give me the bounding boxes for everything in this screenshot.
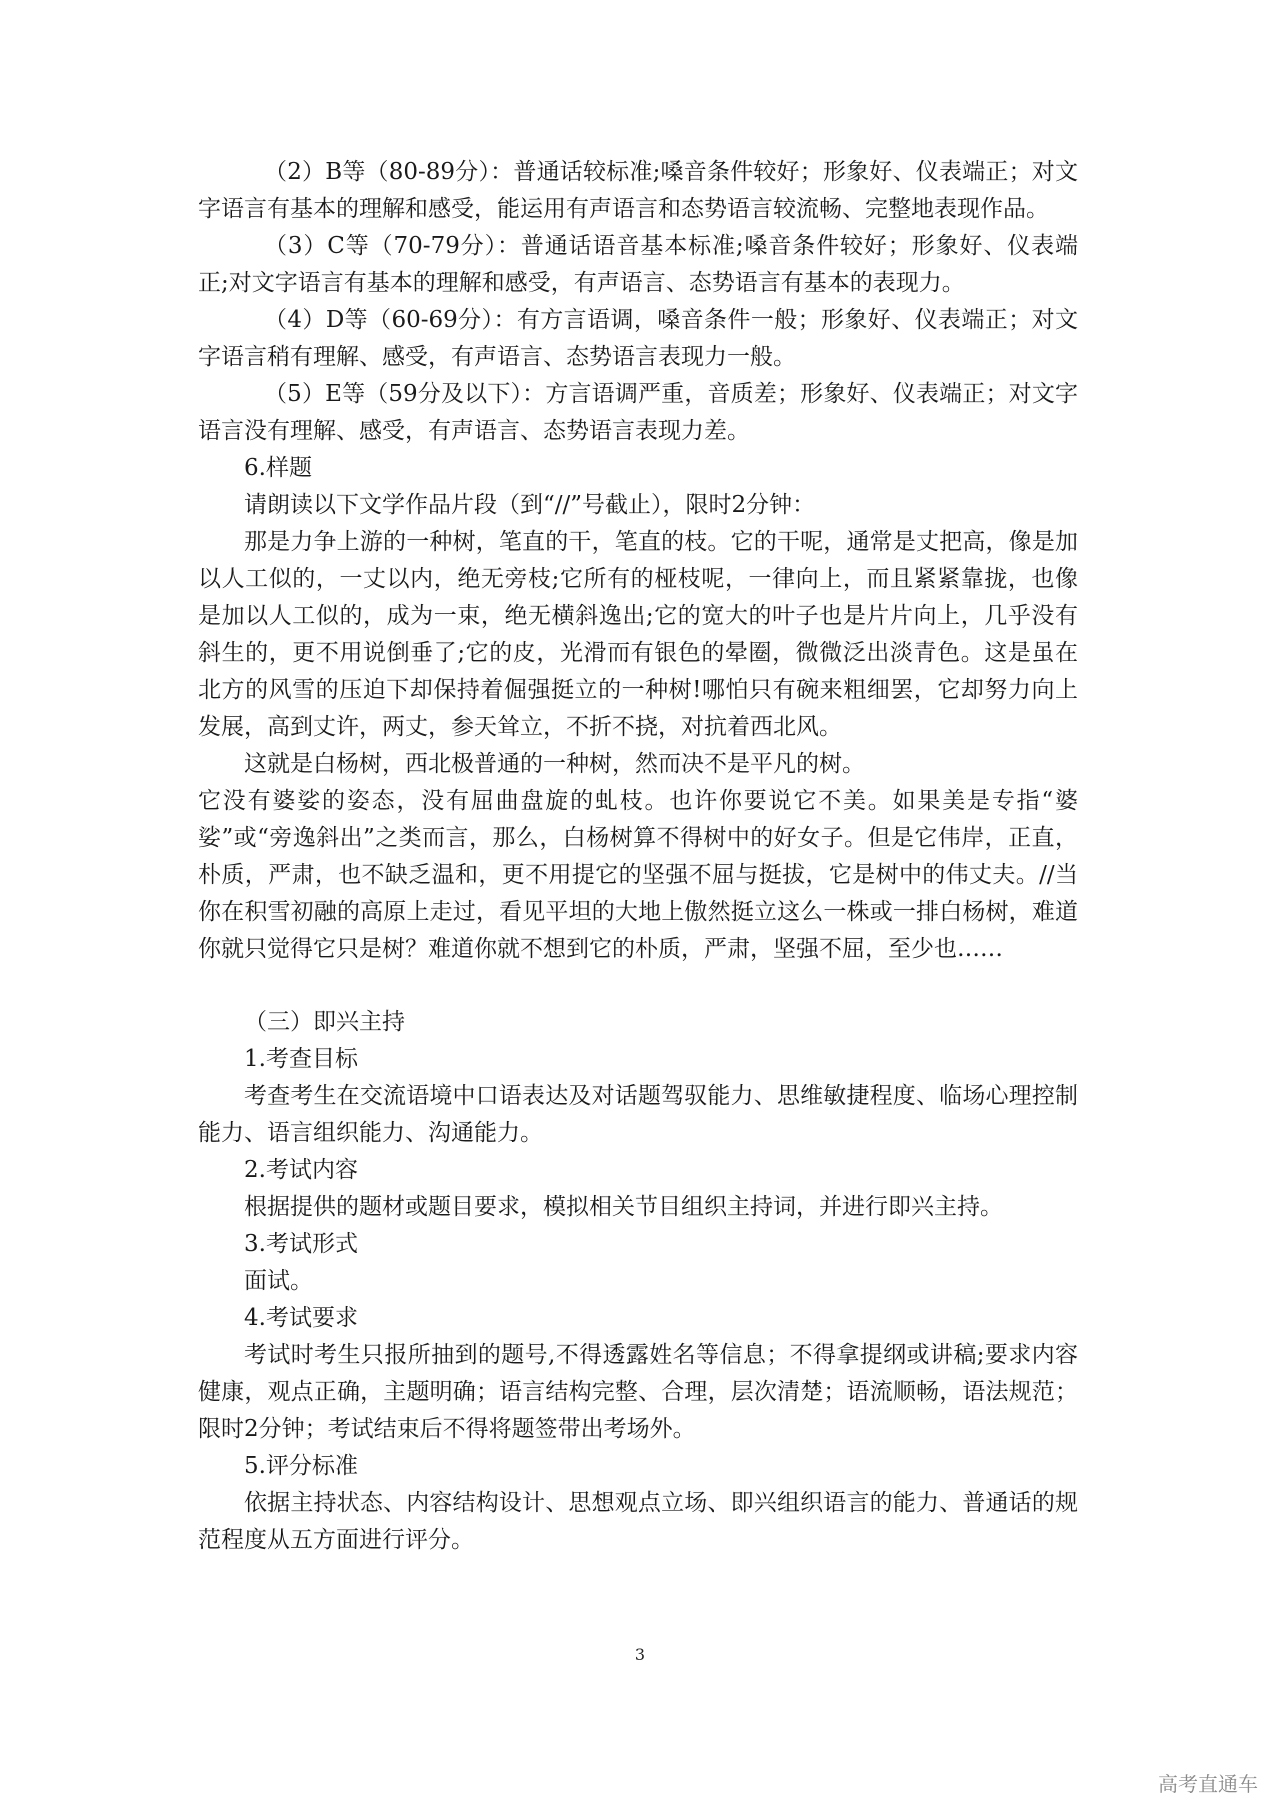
- s3-item2-text: 根据提供的题材或题目要求，模拟相关节目组织主持词，并进行即兴主持。: [244, 1194, 1003, 1220]
- section3-title: （三）即兴主持: [244, 1009, 405, 1035]
- s3-item3-heading: 3.考试形式: [244, 1231, 358, 1257]
- grade-e: （5）E等（59分及以下）：方言语调严重，音质差；形象好、仪表端正；对文字语言没有理解、感受，有声语言、态势语言表现力差。: [198, 381, 1078, 444]
- sample-passage-1: 那是力争上游的一种树，笔直的干，笔直的枝。它的干呢，通常是丈把高，像是加以人工似的，一丈以内，绝无旁枝;它所有的桠枝呢，一律向上，而且紧紧靠拢，也像是加以人工似的，成为一束，绝无横斜逸出;它的宽大的叶子也是片片向上，几乎没有斜生的，更不用说倒垂了;它的皮，光滑而有银色的晕圈，微微泛出淡青色。这是虽在北方的风雪的压迫下却保持着倔强挺立的一种树!哪怕只有碗来粗细罢，它却努力向上发展，高到丈许，两丈，参天耸立，不折不挠，对抗着西北风。: [198, 529, 1078, 740]
- grade-b: （2）B等（80-89分）：普通话较标准;嗓音条件较好；形象好、仪表端正；对文字语言有基本的理解和感受，能运用有声语言和态势语言较流畅、完整地表现作品。: [198, 159, 1078, 222]
- grade-d: （4）D等（60-69分）：有方言语调，嗓音条件一般；形象好、仪表端正；对文字语言稍有理解、感受，有声语言、态势语言表现力一般。: [198, 307, 1078, 370]
- s3-item1-text: 考查考生在交流语境中口语表达及对话题驾驭能力、思维敏捷程度、临场心理控制能力、语言组织能力、沟通能力。: [198, 1083, 1078, 1146]
- document-body: [198, 154, 1078, 1559]
- grade-c: （3）C等（70-79分）：普通话语音基本标准;嗓音条件较好；形象好、仪表端正;对文字语言有基本的理解和感受，有声语言、态势语言有基本的表现力。: [198, 233, 1078, 296]
- sample-passage-2-first: 这就是白杨树，西北极普通的一种树，然而决不是平凡的树。: [244, 751, 865, 777]
- sample-heading: 6.样题: [244, 455, 312, 481]
- s3-item3-text: 面试。: [244, 1268, 313, 1294]
- s3-item4-heading: 4.考试要求: [244, 1305, 358, 1331]
- watermark: 高考直通车: [1158, 1772, 1258, 1796]
- s3-item4-text: 考试时考生只报所抽到的题号,不得透露姓名等信息；不得拿提纲或讲稿;要求内容健康，观点正确，主题明确；语言结构完整、合理，层次清楚；语流顺畅，语法规范；限时2分钟；考试结束后不得将题签带出考场外。: [198, 1342, 1078, 1442]
- page-number: 3: [634, 1645, 646, 1664]
- sample-instruction: 请朗读以下文学作品片段（到“//”号截止），限时2分钟：: [244, 492, 816, 518]
- s3-item5-text: 依据主持状态、内容结构设计、思想观点立场、即兴组织语言的能力、普通话的规范程度从五方面进行评分。: [198, 1490, 1078, 1553]
- s3-item2-heading: 2.考试内容: [244, 1157, 358, 1183]
- s3-item5-heading: 5.评分标准: [244, 1453, 358, 1479]
- s3-item1-heading: 1.考查目标: [244, 1046, 358, 1072]
- section-gap: [198, 968, 1078, 1004]
- sample-passage-2-rest: 它没有婆娑的姿态，没有屈曲盘旋的虬枝。也许你要说它不美。如果美是专指“婆娑”或“旁逸斜出”之类而言，那么，白杨树算不得树中的好女子。但是它伟岸，正直，朴质，严肃，也不缺乏温和，更不用提它的坚强不屈与挺拔，它是树中的伟丈夫。//当你在积雪初融的高原上走过，看见平坦的大地上傲然挺立这么一株或一排白杨树，难道你就只觉得它只是树？难道你就不想到它的朴质，严肃，坚强不屈，至少也……: [198, 788, 1078, 962]
